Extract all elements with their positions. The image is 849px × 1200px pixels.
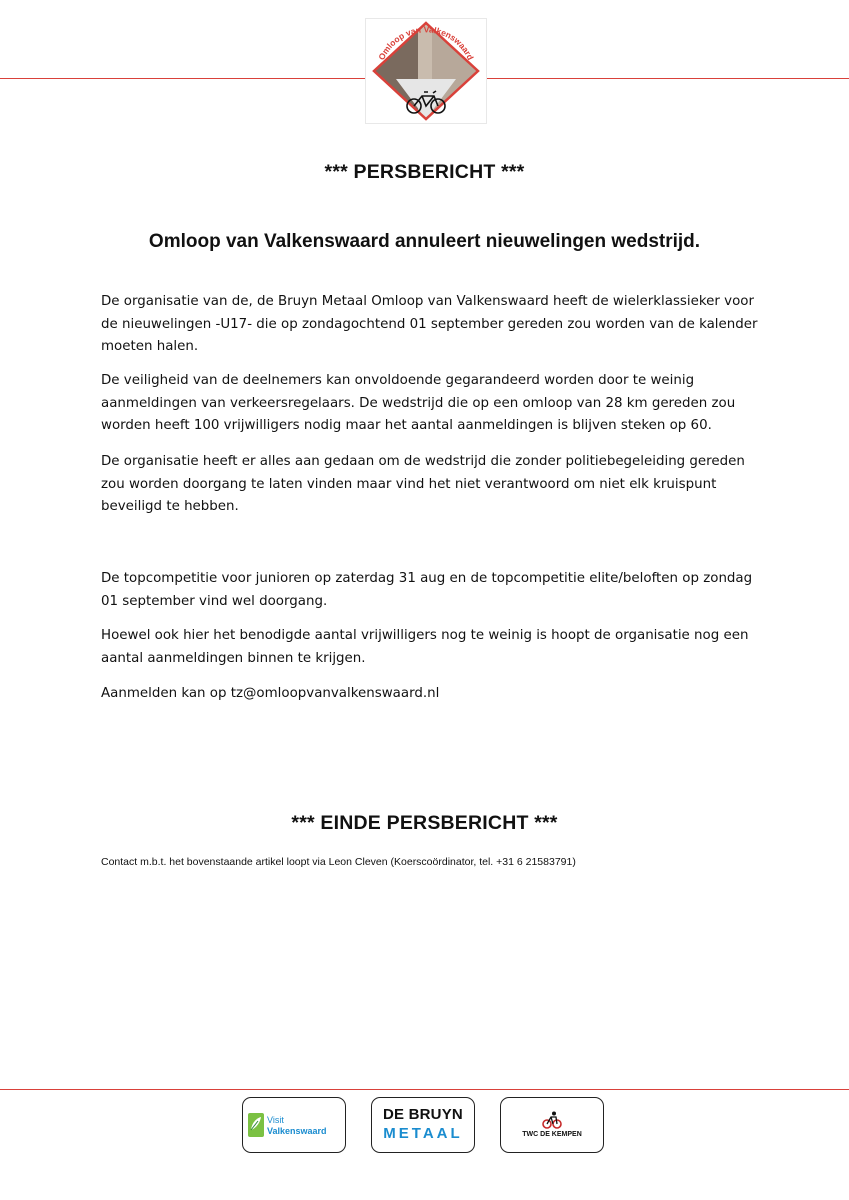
contact-note: Contact m.b.t. het bovenstaande artikel loopt via Leon Cleven (Koerscoördinator, tel. +31 6 21583791) xyxy=(101,856,576,868)
header-rule-right xyxy=(485,78,849,79)
cyclist-icon xyxy=(542,1111,562,1129)
de-bruyn-label: DE BRUYN xyxy=(383,1106,463,1123)
omloop-logo-graphic xyxy=(366,19,486,123)
paragraph-efforts: De organisatie heeft er alles aan gedaan om de wedstrijd die zonder politiebegeleiding gereden zou worden doorgang te laten vinden maar vind het niet verantwoord om niet elk kruispunt beveiligd te hebben. xyxy=(101,454,745,514)
twc-label: TWC DE KEMPEN xyxy=(522,1131,582,1138)
valkenswaard-label: Valkenswaard xyxy=(267,1126,327,1136)
paragraph-volunteers: Hoewel ook hier het benodigde aantal vrijwilligers nog te weinig is hoopt de organisatie nog een aantal aanmeldingen binnen te krijgen. xyxy=(101,628,749,666)
headline: Omloop van Valkenswaard annuleert nieuwelingen wedstrijd. xyxy=(148,231,701,252)
sponsor-de-bruyn-metaal xyxy=(371,1097,475,1153)
footer-rule xyxy=(0,1089,849,1090)
end-title: *** EINDE PERSBERICHT *** xyxy=(291,812,558,834)
logo-text: Omloop van Valkenswaard xyxy=(376,24,476,62)
visit-label: Visit xyxy=(267,1115,284,1125)
paragraph-topcompetitie: De topcompetitie voor junioren op zaterdag 31 aug en de topcompetitie elite/beloften op zondag 01 september vind wel doorgang. xyxy=(101,571,753,609)
sponsor-twc-de-kempen xyxy=(500,1097,604,1153)
header-rule-left xyxy=(0,78,366,79)
page-title: *** PERSBERICHT *** xyxy=(324,161,525,183)
paragraph-cancellation: De organisatie van de, de Bruyn Metaal Omloop van Valkenswaard heeft de wielerklassieker voor de nieuwelingen -U17- die op zondagochtend 01 september gereden zou worden van de kalender moeten halen. xyxy=(101,294,758,354)
omloop-logo xyxy=(365,18,487,124)
leaf-icon xyxy=(247,1112,265,1138)
paragraph-signup: Aanmelden kan op tz@omloopvanvalkenswaard.nl xyxy=(101,686,440,701)
paragraph-safety: De veiligheid van de deelnemers kan onvoldoende gegarandeerd worden door te weinig aanmeldingen van verkeersregelaars. De wedstrijd die op een omloop van 28 km gereden zou worden heeft 100 vrijwilligers nodig maar het aantal aanmeldingen is blijven steken op 60. xyxy=(101,373,736,433)
sponsor-visit-valkenswaard xyxy=(242,1097,346,1153)
metaal-label: METAAL xyxy=(383,1125,463,1142)
